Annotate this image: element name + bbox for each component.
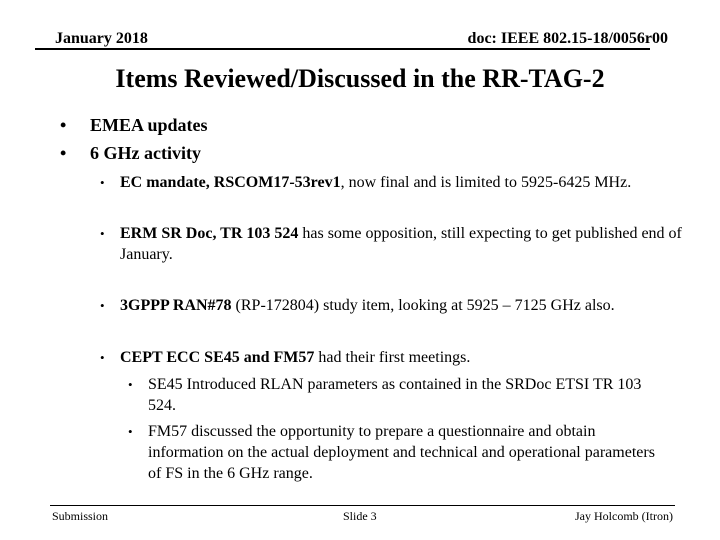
sub-sub-bullet-marker: • <box>128 424 133 439</box>
footer-rule <box>50 505 675 506</box>
sub-bullet-bold: ERM SR Doc, TR 103 524 <box>120 225 299 242</box>
sub-bullet-text <box>120 172 700 193</box>
header-rule <box>35 48 650 50</box>
sub-bullet-rest: has some opposition, still expecting to get published end of January. <box>120 225 682 263</box>
sub-bullet-marker: • <box>100 226 105 241</box>
sub-bullet-marker: • <box>100 175 105 190</box>
sub-bullet-bold: EC mandate, RSCOM17-53rev1 <box>120 174 341 191</box>
sub-bullet-text <box>120 223 700 265</box>
footer-author: Jay Holcomb (Itron) <box>575 509 673 523</box>
footer-slide-number: Slide 3 <box>343 509 377 523</box>
slide-title: Items Reviewed/Discussed in the RR-TAG-2 <box>115 64 605 93</box>
header-date: January 2018 <box>55 30 148 47</box>
sub-sub-bullet-text: FM57 discussed the opportunity to prepare a questionnaire and obtain information on the actual deployment and technical and operational parameters of FS in the 6 GHz range. <box>148 423 655 482</box>
bullet-marker: • <box>60 115 67 135</box>
sub-bullet-marker: • <box>100 298 105 313</box>
sub-bullet-text <box>120 295 700 316</box>
sub-bullet-text <box>120 347 700 368</box>
sub-bullet-marker: • <box>100 350 105 365</box>
sub-sub-bullet-text: SE45 Introduced RLAN parameters as contained in the SRDoc ETSI TR 103 524. <box>148 376 642 414</box>
bullet-marker: • <box>60 143 67 163</box>
footer-submission: Submission <box>52 509 109 523</box>
sub-bullet-bold: 3GPPP RAN#78 <box>120 297 232 314</box>
header-doc-id: doc: IEEE 802.15-18/0056r00 <box>467 30 668 47</box>
bullet-text: 6 GHz activity <box>90 143 201 163</box>
sub-bullet-rest: had their first meetings. <box>314 349 471 366</box>
bullet-text: EMEA updates <box>90 115 208 135</box>
sub-bullet-bold: CEPT ECC SE45 and FM57 <box>120 349 315 366</box>
sub-bullet-rest: (RP-172804) study item, looking at 5925 – 7125 GHz also. <box>231 297 615 314</box>
sub-sub-bullet-marker: • <box>128 377 133 392</box>
sub-bullet-rest: , now final and is limited to 5925-6425 MHz. <box>340 174 632 191</box>
